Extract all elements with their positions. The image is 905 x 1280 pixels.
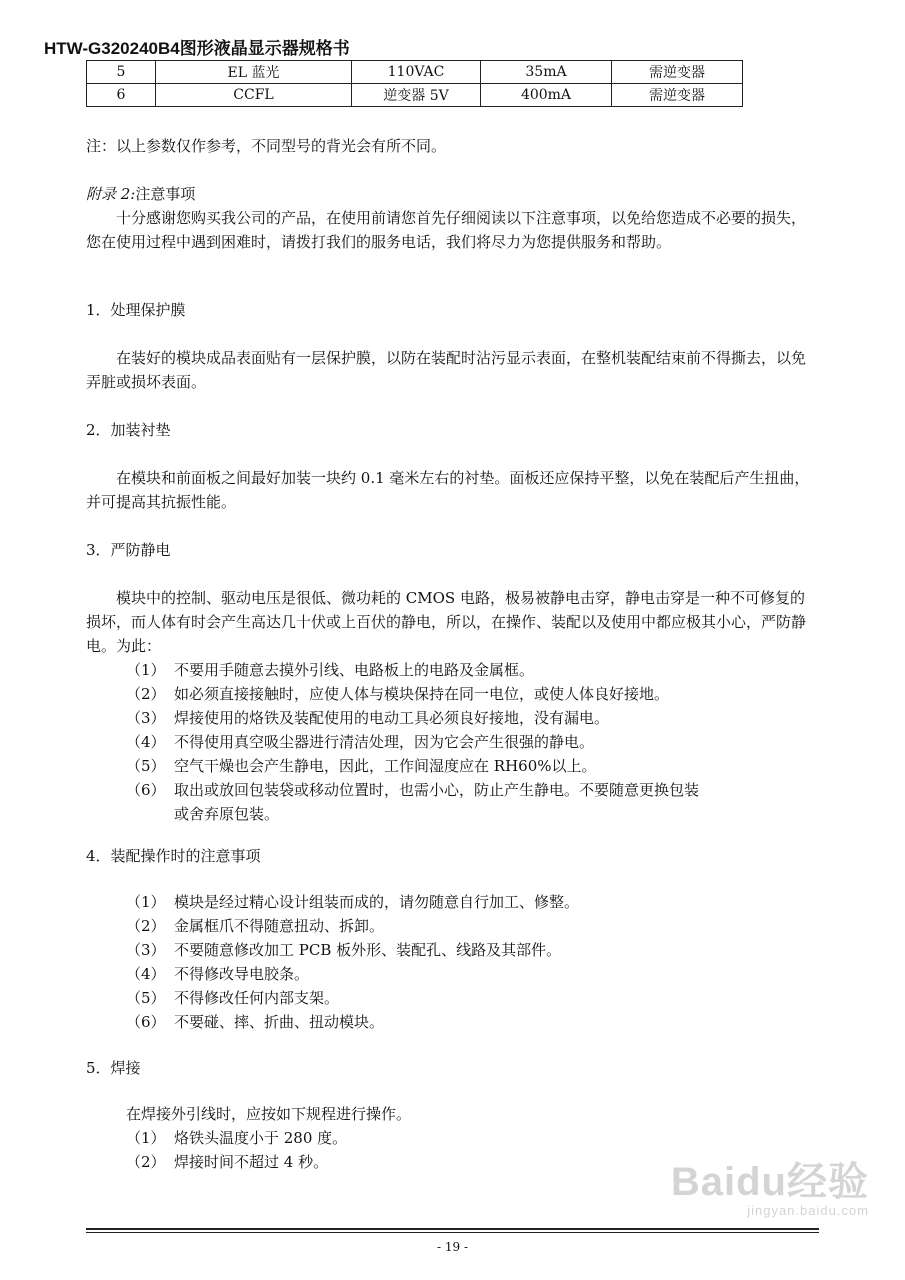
appendix-label: 附录 2: [86,185,136,203]
backlight-spec-table [86,60,743,107]
footer-divider [86,1228,819,1230]
section-body-soldering: 在焊接外引线时，应按如下规程进行操作。 [126,1105,412,1123]
section-body-gasket: 在模块和前面板之间最好加装一块约 0.1 毫米左右的衬垫。面板还应保持平整，以免在装配后产生扭曲，并可提高其抗振性能。 [86,469,810,511]
table-cell: 400mA [481,84,612,107]
section-heading-static: 3．严防静电 [86,541,171,559]
section-heading-protective-film: 1．处理保护膜 [86,301,186,319]
table-cell: 逆变器 5V [352,84,481,107]
table-cell: 35mA [481,61,612,84]
document-header-title: HTW-G320240B4图形液晶显示器规格书 [44,39,350,58]
section-heading-soldering: 5．焊接 [86,1059,141,1077]
appendix-title: 注意事项 [135,185,196,203]
watermark-brand: Baidu经验 [670,1160,869,1204]
table-cell: CCFL [156,84,352,107]
table-note: 注：以上参数仅作参考，不同型号的背光会有所不同。 [86,137,447,155]
section-body-protective-film: 在装好的模块成品表面贴有一层保护膜，以防在装配时沾污显示表面，在整机装配结束前不得撕去，以免弄脏或损坏表面。 [86,349,807,391]
section-body-static: 模块中的控制、驱动电压是很低、微功耗的 CMOS 电路，极易被静电击穿，静电击穿是一种不可修复的损坏，而人体有时会产生高达几十伏或上百伏的静电，所以，在操作、装配以及使用中都应极其小心，严防静电。为此： [86,589,807,655]
table-cell: 需逆变器 [612,84,743,107]
appendix-intro: 十分感谢您购买我公司的产品，在使用前请您首先仔细阅读以下注意事项，以免给您造成不必要的损失，您在使用过程中遇到困难时，请拨打我们的服务电话，我们将尽力为您提供服务和帮助。 [86,209,807,251]
table-cell: 6 [87,84,156,107]
baidu-jingyan-watermark [671,1150,869,1218]
watermark-url: jingyan.baidu.com [747,1203,869,1218]
table-cell: 需逆变器 [612,61,743,84]
footer-divider-thin [86,1232,819,1233]
section-heading-gasket: 2．加装衬垫 [86,421,171,439]
page-number: - 19 - [436,1240,468,1254]
table-cell: 5 [87,61,156,84]
table-cell: 110VAC [352,61,481,84]
appendix-heading [86,182,195,206]
table-row [87,61,743,84]
table-cell: EL 蓝光 [156,61,352,84]
table-row [87,84,743,107]
section-heading-assembly: 4．装配操作时的注意事项 [86,847,261,865]
